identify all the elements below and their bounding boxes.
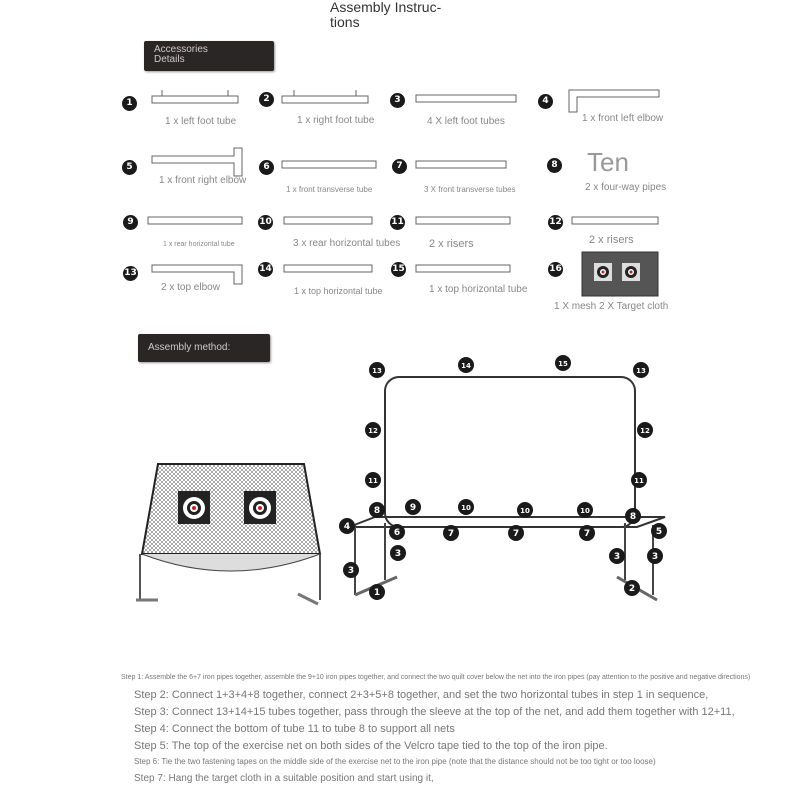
diagram-callout-label: 2 xyxy=(628,584,636,594)
part-caption: 2 x risers xyxy=(429,238,474,250)
part-caption: 2 x four-way pipes xyxy=(585,182,667,193)
part-number: 1 xyxy=(122,96,137,111)
part-number: 12 xyxy=(548,215,563,230)
front-transverse-tube-icon xyxy=(280,158,380,172)
diagram-callout-label: 11 xyxy=(368,477,378,485)
page-title: Assembly Instruc- tions xyxy=(330,0,442,30)
assembly-method-label: Assembly method: xyxy=(138,334,270,362)
rear-horizontal-tube-icon xyxy=(282,214,374,228)
diagram-callout-label: 3 xyxy=(394,549,402,559)
step-3: Step 3: Connect 13+14+15 tubes together, pass through the sleeve at the top of the net, and add them together with 12+11, xyxy=(134,706,735,718)
diagram-callout-label: 14 xyxy=(461,362,471,370)
part-caption: 1 x front right elbow xyxy=(159,175,247,186)
part-number: 14 xyxy=(258,262,273,277)
diagram-callout-label: 3 xyxy=(613,552,621,562)
foot-tube-icon xyxy=(414,92,520,106)
riser-icon xyxy=(570,214,662,228)
top-horizontal-tube-icon xyxy=(414,262,514,276)
diagram-callout-label: 10 xyxy=(520,507,530,515)
assembled-net-illustration xyxy=(130,458,325,610)
diagram-callout-label: 9 xyxy=(409,503,417,513)
part-number: 5 xyxy=(122,160,137,175)
left-foot-tube-icon xyxy=(150,88,242,108)
diagram-callout-label: 12 xyxy=(640,427,650,435)
diagram-callout-label: 13 xyxy=(372,367,382,375)
part-caption: 1 X mesh 2 X Target cloth xyxy=(554,301,669,312)
part-number: 8 xyxy=(547,158,562,173)
part-caption: 4 X left foot tubes xyxy=(427,116,505,127)
part-number: 6 xyxy=(259,160,274,175)
diagram-callout-label: 6 xyxy=(393,528,401,538)
part-number: 15 xyxy=(391,262,406,277)
diagram-callout-label: 4 xyxy=(343,522,351,532)
step-6: Step 6: Tie the two fastening tapes on the middle side of the exercise net to the iron pipe (note that the distance should not be too tight or too loose) xyxy=(134,757,656,766)
part-caption: 2 x top elbow xyxy=(161,282,220,293)
part-caption: 3 x rear horizontal tubes xyxy=(293,238,401,249)
part-number: 4 xyxy=(538,94,553,109)
part-number: 3 xyxy=(390,93,405,108)
part-number: 13 xyxy=(123,266,138,281)
part-caption: 3 X front transverse tubes xyxy=(424,185,516,194)
diagram-callout-label: 7 xyxy=(447,529,455,539)
part-caption: 1 x left foot tube xyxy=(165,116,237,127)
diagram-callout-label: 10 xyxy=(461,504,471,512)
rear-horizontal-tube-icon xyxy=(146,214,246,228)
top-horizontal-tube-icon xyxy=(282,262,376,276)
diagram-callout-label: 13 xyxy=(636,367,646,375)
diagram-callout-label: 7 xyxy=(512,529,520,539)
diagram-callout-label: 10 xyxy=(580,507,590,515)
part-number: 7 xyxy=(392,159,407,174)
part-caption: 1 x rear horizontal tube xyxy=(163,241,235,248)
diagram-callout-label: 12 xyxy=(368,427,378,435)
part-caption: 1 x top horizontal tube xyxy=(429,284,528,295)
diagram-callout-label: 3 xyxy=(651,552,659,562)
accessories-details-label: Accessories Details xyxy=(144,41,274,71)
front-transverse-tube-icon xyxy=(414,158,510,172)
mesh-target-cloth-icon xyxy=(580,250,662,298)
part-caption: 1 x top horizontal tube xyxy=(294,286,383,296)
diagram-callout-label: 3 xyxy=(347,566,355,576)
part-caption: 1 x front left elbow xyxy=(582,113,664,124)
part-caption: 1 x right foot tube xyxy=(297,115,375,126)
part-number: 16 xyxy=(548,262,563,277)
step-5: Step 5: The top of the exercise net on both sides of the Velcro tape tied to the top of the iron pipe. xyxy=(134,740,608,752)
part-number: 11 xyxy=(390,215,405,230)
part-number: 2 xyxy=(259,92,274,107)
step-1: Step 1: Assemble the 6+7 iron pipes together, assemble the 9+10 iron pipes together, and connect the two quilt cover below the net into the iron pipes (pay attention to the positive and negative directions) xyxy=(121,674,751,681)
diagram-callout-label: 8 xyxy=(373,506,381,516)
step-2: Step 2: Connect 1+3+4+8 together, connect 2+3+5+8 together, and set the two horizontal tubes in step 1 in sequence, xyxy=(134,689,709,701)
step-7: Step 7: Hang the target cloth in a suitable position and start using it, xyxy=(134,773,434,784)
frame-assembly-diagram xyxy=(335,345,675,610)
riser-icon xyxy=(414,214,514,228)
part-number: 10 xyxy=(258,215,273,230)
diagram-callout-label: 11 xyxy=(634,477,644,485)
part-number: 9 xyxy=(123,215,138,230)
diagram-callout-label: 5 xyxy=(655,527,663,537)
diagram-callout-label: 15 xyxy=(558,360,568,368)
part-caption: 1 x front transverse tube xyxy=(286,185,373,194)
part-caption: 2 x risers xyxy=(589,234,634,246)
diagram-callout-label: 1 xyxy=(373,588,381,598)
diagram-callout-label: 7 xyxy=(583,529,591,539)
diagram-callout-label: 8 xyxy=(629,512,637,522)
right-foot-tube-icon xyxy=(280,88,372,108)
front-left-elbow-icon xyxy=(565,84,665,116)
four-way-pipe-text: Ten xyxy=(587,147,629,177)
step-4: Step 4: Connect the bottom of tube 11 to tube 8 to support all nets xyxy=(134,723,455,735)
